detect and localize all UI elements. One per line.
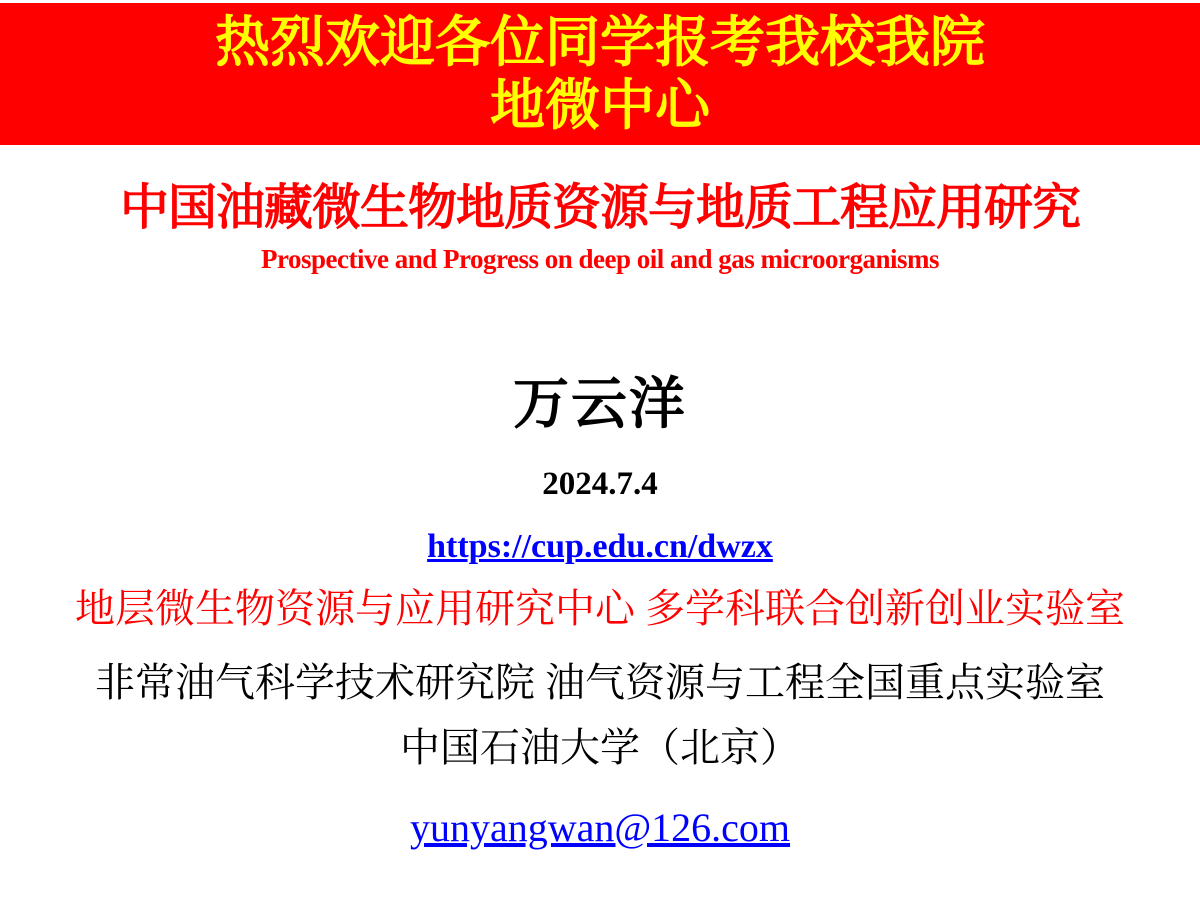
slide-title-zh: 中国油藏微生物地质资源与地质工程应用研究: [119, 181, 1080, 235]
author-name: 万云洋: [513, 374, 687, 436]
email-link-row: [0, 806, 1200, 859]
banner-line-1: 热烈欢迎各位同学报考我校我院: [214, 12, 985, 73]
affiliation-line-center: 地层微生物资源与应用研究中心 多学科联合创新创业实验室: [75, 586, 1125, 631]
welcome-banner: [0, 3, 1200, 145]
email-link[interactable]: yunyangwan@126.com: [409, 805, 791, 850]
affiliation-line-institute: 非常油气科学技术研究院 油气资源与工程全国重点实验室: [95, 660, 1105, 705]
affiliation-line-university: 中国石油大学（北京）: [400, 725, 800, 770]
website-link[interactable]: https://cup.edu.cn/dwzx: [427, 528, 773, 565]
slide-title-en: Prospective and Progress on deep oil and gas microorganisms: [260, 244, 939, 274]
presentation-date: 2024.7.4: [542, 466, 658, 502]
website-link-row: [0, 528, 1200, 571]
banner-line-2: 地微中心: [489, 75, 710, 136]
